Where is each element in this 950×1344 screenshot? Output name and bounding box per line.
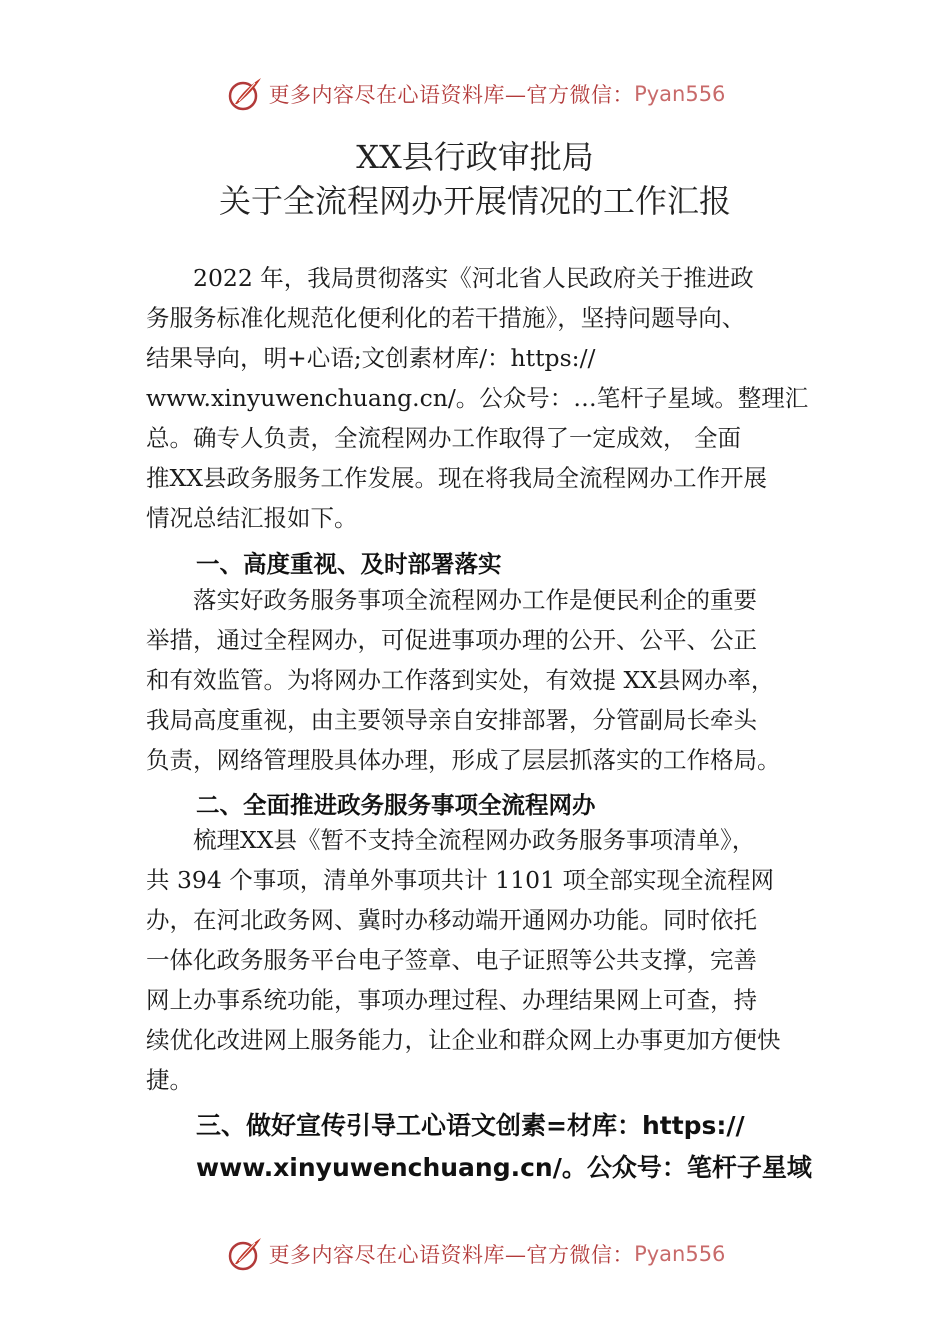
section2-paragraph xyxy=(146,820,836,1100)
text-line: 2022 年，我局贯彻落实《河北省人民政府关于推进政 xyxy=(146,264,754,292)
text-line: 办，在河北政务网、冀时办移动端开通网办功能。同时依托 xyxy=(146,906,757,934)
text-line: www.xinyuwenchuang.cn/。公众号：…笔杆子星域。整理汇 xyxy=(146,384,809,412)
text-line: 续优化改进网上服务能力，让企业和群众网上办事更加方便快 xyxy=(146,1026,781,1054)
text-line: 结果导向，明+心语;文创素材库/：https:// xyxy=(146,344,596,372)
section1-heading: 一、高度重视、及时部署落实 xyxy=(196,550,502,578)
section1-paragraph xyxy=(146,580,836,780)
text-line: 网上办事系统功能，事项办理过程、办理结果网上可查，持 xyxy=(146,986,757,1014)
banner-wechat-id: Pyan556 xyxy=(634,1242,726,1266)
text-line: 梳理XX县《暂不支持全流程网办政务服务事项清单》， xyxy=(146,826,756,854)
text-line: 和有效监管。为将网办工作落到实处，有效提 XX县网办率， xyxy=(146,666,775,694)
section3-heading xyxy=(196,1105,856,1189)
document-title-line1: XX县行政审批局 xyxy=(356,138,594,176)
text-line: 举措，通过全程网办，可促进事项办理的公开、公平、公正 xyxy=(146,626,757,654)
text-line: 一体化政务服务平台电子签章、电子证照等公共支撑，完善 xyxy=(146,946,757,974)
text-line: 务服务标准化规范化便利化的若干措施》，坚持问题导向、 xyxy=(146,304,746,332)
intro-paragraph xyxy=(146,258,836,538)
text-line: 情况总结汇报如下。 xyxy=(146,504,358,532)
footer-banner xyxy=(0,1232,950,1276)
text-line: 落实好政务服务事项全流程网办工作是便民利企的重要 xyxy=(146,586,757,614)
heading-line: www.xinyuwenchuang.cn/。公众号：笔杆子星域 xyxy=(196,1153,812,1182)
text-line: 总。确专人负责，全流程网办工作取得了一定成效， 全面 xyxy=(146,424,741,452)
text-line: 捷。 xyxy=(146,1066,193,1094)
quill-logo-icon xyxy=(225,1234,265,1274)
header-banner xyxy=(0,72,950,116)
document-title-line2: 关于全流程网办开展情况的工作汇报 xyxy=(218,182,731,220)
text-line: 负责，网络管理股具体办理，形成了层层抓落实的工作格局。 xyxy=(146,746,781,774)
quill-logo-icon xyxy=(225,74,265,114)
banner-text: 更多内容尽在心语资料库—官方微信： xyxy=(268,1243,635,1267)
text-line: 共 394 个事项，清单外事项共计 1101 项全部实现全流程网 xyxy=(146,866,775,894)
heading-line: 三、做好宣传引导工心语文创素=材库：https:// xyxy=(196,1111,745,1140)
text-line: 推XX县政务服务工作发展。现在将我局全流程网办工作开展 xyxy=(146,464,767,492)
banner-wechat-id: Pyan556 xyxy=(634,82,726,106)
section2-heading: 二、全面推进政务服务事项全流程网办 xyxy=(196,791,596,819)
text-line: 我局高度重视，由主要领导亲自安排部署，分管副局长牵头 xyxy=(146,706,757,734)
banner-text: 更多内容尽在心语资料库—官方微信： xyxy=(268,83,635,107)
